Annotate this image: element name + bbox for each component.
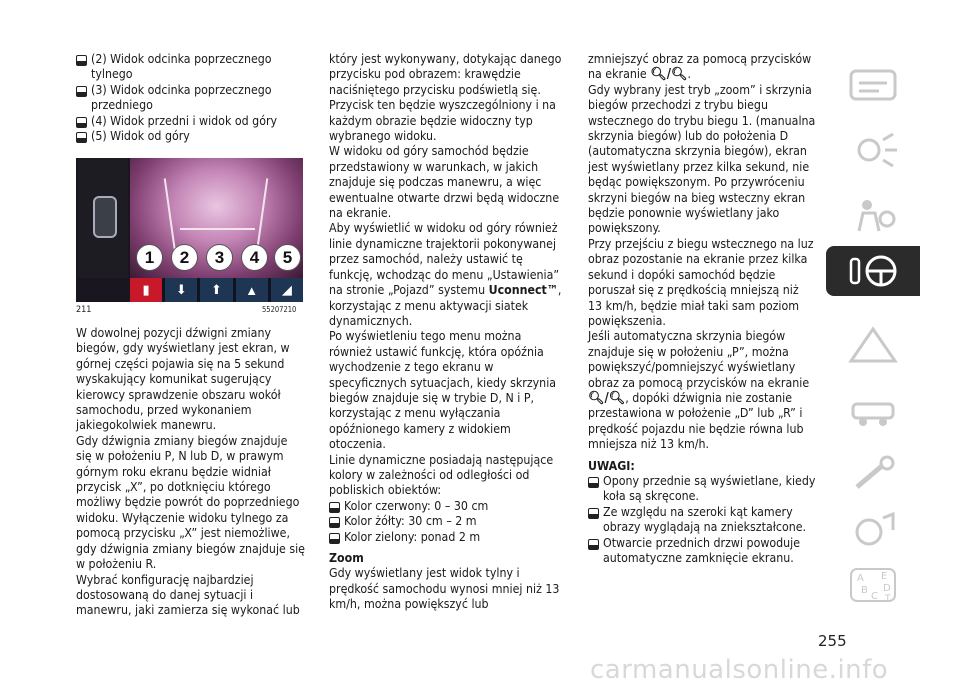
bullet-icon <box>76 55 87 66</box>
figure-code: 55207210 <box>262 305 297 314</box>
paragraph: Jeśli automatyczna skrzynia biegów znajduje się w położeniu „P”, można powiększyć/pomniejszyć wyświetlany obraz za pomocą przycisków na ekranie 🔍︎/🔍︎, dopóki dźwignia nie zostanie przestawiona w położenie „D” lub „R” i prędkość pojazdu nie będzie równa lub mniejsza niż 13 km/h. <box>588 329 810 452</box>
column-1 <box>76 52 306 144</box>
car-lift-icon <box>843 390 903 430</box>
note-item: Otwarcie przednich drzwi powoduje automatyczne zamknięcie ekranu. <box>588 536 816 567</box>
bullet-icon <box>329 502 340 513</box>
bullet-icon <box>76 86 87 97</box>
callout-1: 1 <box>136 244 163 271</box>
svg-text:T: T <box>885 594 891 604</box>
bullet-item: (2) Widok odcinka poprzecznego tylnego <box>76 52 306 83</box>
note-item: Opony przednie są wyświetlane, kiedy koła są skręcone. <box>588 474 816 505</box>
bullet-icon <box>588 508 599 519</box>
note-item: Ze względu na szeroki kąt kamery obrazy wyglądają na zniekształcone. <box>588 505 816 536</box>
bullet-icon <box>76 132 87 143</box>
paragraph: Gdy wyświetlany jest widok tylny i prędkość samochodu wynosi mniej niż 13 km/h, można powiększyć lub <box>329 566 560 612</box>
svg-text:A: A <box>857 573 864 584</box>
bullet-icon <box>76 117 87 128</box>
alphabet-index-icon <box>843 565 903 605</box>
seatbelt-icon <box>843 195 903 235</box>
wrench-icon <box>843 455 903 495</box>
callout-5: 5 <box>274 244 301 271</box>
color-item: Kolor żółty: 30 cm – 2 m <box>329 514 565 529</box>
zoom-heading: Zoom <box>329 551 364 565</box>
callout-4: 4 <box>241 244 268 271</box>
warning-light-icon <box>843 130 903 170</box>
view-button-4[interactable]: ▲ <box>236 278 268 302</box>
column-3 <box>588 52 816 566</box>
camera-screen-figure <box>76 158 303 302</box>
bullet-icon <box>329 517 340 528</box>
color-item: Kolor czerwony: 0 – 30 cm <box>329 499 565 514</box>
paragraph: Wybrać konfigurację najbardziej dostosowaną do danej sytuacji i manewru, jaki zamierza się wykonać lub <box>76 572 300 618</box>
view-button-1[interactable]: ▮ <box>130 278 162 302</box>
watermark: carmanualsonline.info <box>590 655 889 685</box>
paragraph: W widoku od góry samochód będzie przedstawiony w warunkach, w jakich znajduje się podczas manewru, a więc ewentualne otwarte drzwi będą widoczne na ekranie. <box>329 144 560 221</box>
bullet-icon <box>329 533 340 544</box>
page-number: 255 <box>818 632 847 650</box>
paragraph: Linie dynamiczne posiadają następujące kolory w zależności od odległości od pobliskich obiektów: <box>329 452 554 498</box>
tab-dashboard[interactable] <box>826 60 920 110</box>
paragraph: Przy przejściu z biegu wstecznego na luz obraz pozostanie na ekranie przez kilka sekund i dopóki samochód będzie poruszał się z prędkością mniejszą niż 13 km/h, będzie miał taki sam poziom powiększenia. <box>588 236 814 328</box>
dashboard-icon <box>843 65 903 105</box>
paragraph: który jest wykonywany, dotykając danego przycisku pod obrazem: krawędzie naciśniętego przycisku podświetlą się. Przycisk ten będzie wyszczególniony i na każdym obrazie będzie widoczny typ wybranego widoku. <box>329 52 562 144</box>
paragraph: W dowolnej pozycji dźwigni zmiany biegów, gdy wyświetlany jest ekran, w górnej części pojawia się na 5 sekund wyskakujący komunikat sugerujący kierowcy sprawdzenie obszaru wokół samochodu, przed wykonaniem jakiegokolwiek manewru. <box>76 326 290 433</box>
paragraph: Po wyświetleniu tego menu można również ustawić funkcję, która opóźnia wychodzenie z tego ekranu w specyficznych sytuacjach, kiedy skrzynia biegów znajduje się w trybie D, N i P, korzystając z menu wyłączania opóźnionego kamery z widokiem otoczenia. <box>329 329 557 452</box>
svg-text:D: D <box>883 583 891 594</box>
svg-text:B: B <box>861 585 868 596</box>
view-button-2[interactable]: ⬇ <box>165 278 197 302</box>
tab-maintenance[interactable] <box>826 385 920 435</box>
view-button-row <box>130 278 303 302</box>
top-view-panel <box>78 158 128 278</box>
column-2 <box>329 52 565 613</box>
bullet-item: (4) Widok przedni i widok od góry <box>76 114 306 129</box>
tab-lights[interactable] <box>826 125 920 175</box>
column-1-body <box>76 326 306 619</box>
bullet-item: (3) Widok odcinka poprzecznego przedniego <box>76 83 306 114</box>
tab-technical[interactable] <box>826 450 920 500</box>
tab-driving[interactable] <box>826 246 920 296</box>
bullet-icon <box>588 539 599 550</box>
paragraph: Gdy wybrany jest tryb „zoom” i skrzynia biegów przechodzi z trybu biegu wstecznego do trybu biegu 1. (manualna skrzynia biegów) lub do położenia D (automatyczna skrzynia biegów), ekran jest wyświetlany przez kilka sekund, nie będąc powiększonym. Po przywróceniu skrzyni biegów na bieg wsteczny ekran będzie ponownie wyświetlany jako powiększony. <box>588 82 816 236</box>
brand-name: Uconnect™ <box>488 283 558 298</box>
paragraph: zmniejszyć obraz za pomocą przycisków na ekranie 🔍︎/🔍︎. <box>588 52 812 83</box>
bullet-icon <box>588 477 599 488</box>
zoom-in-out-icon: 🔍︎/🔍︎ <box>650 67 688 83</box>
figure-number: 211 <box>76 305 92 315</box>
tab-index[interactable] <box>826 560 920 610</box>
color-item: Kolor zielony: ponad 2 m <box>329 530 565 545</box>
view-button-3[interactable]: ⬆ <box>200 278 232 302</box>
callout-3: 3 <box>206 244 233 271</box>
tab-multimedia[interactable] <box>826 505 920 555</box>
bullet-item: (5) Widok od góry <box>76 129 306 144</box>
car-top-icon <box>93 196 117 238</box>
tab-safety[interactable] <box>826 190 920 240</box>
zoom-in-out-icon: 🔍︎/🔍︎ <box>588 390 626 406</box>
svg-text:C: C <box>871 591 878 602</box>
steering-wheel-icon <box>843 251 903 291</box>
view-button-5[interactable]: ◢ <box>271 278 303 302</box>
warning-triangle-icon <box>843 325 903 365</box>
notes-heading: UWAGI: <box>588 458 635 473</box>
multimedia-icon <box>843 510 903 550</box>
paragraph: Aby wyświetlić w widoku od góry również linie dynamiczne trajektorii pokonywanej przez samochód, należy ustawić tę funkcję, wchodząc do menu „Ustawienia” na stronie „Pojazd” systemu Uconnect™, korzystając z menu aktywacji siatek dynamicznych. <box>329 221 562 328</box>
tab-emergency[interactable] <box>826 320 920 370</box>
paragraph: Gdy dźwignia zmiany biegów znajduje się w położeniu P, N lub D, w prawym górnym roku ekranu będzie widniał przycisk „X”, po dotknięciu którego możliwy będzie powrót do poprzedniego widoku. Wyłączenie widoku tylnego za pomocą przycisku „X” jest niemożliwe, gdy dźwignia zmiany biegów znajduje się w położeniu R. <box>76 433 305 572</box>
callout-2: 2 <box>171 244 198 271</box>
svg-text:E: E <box>881 571 888 582</box>
